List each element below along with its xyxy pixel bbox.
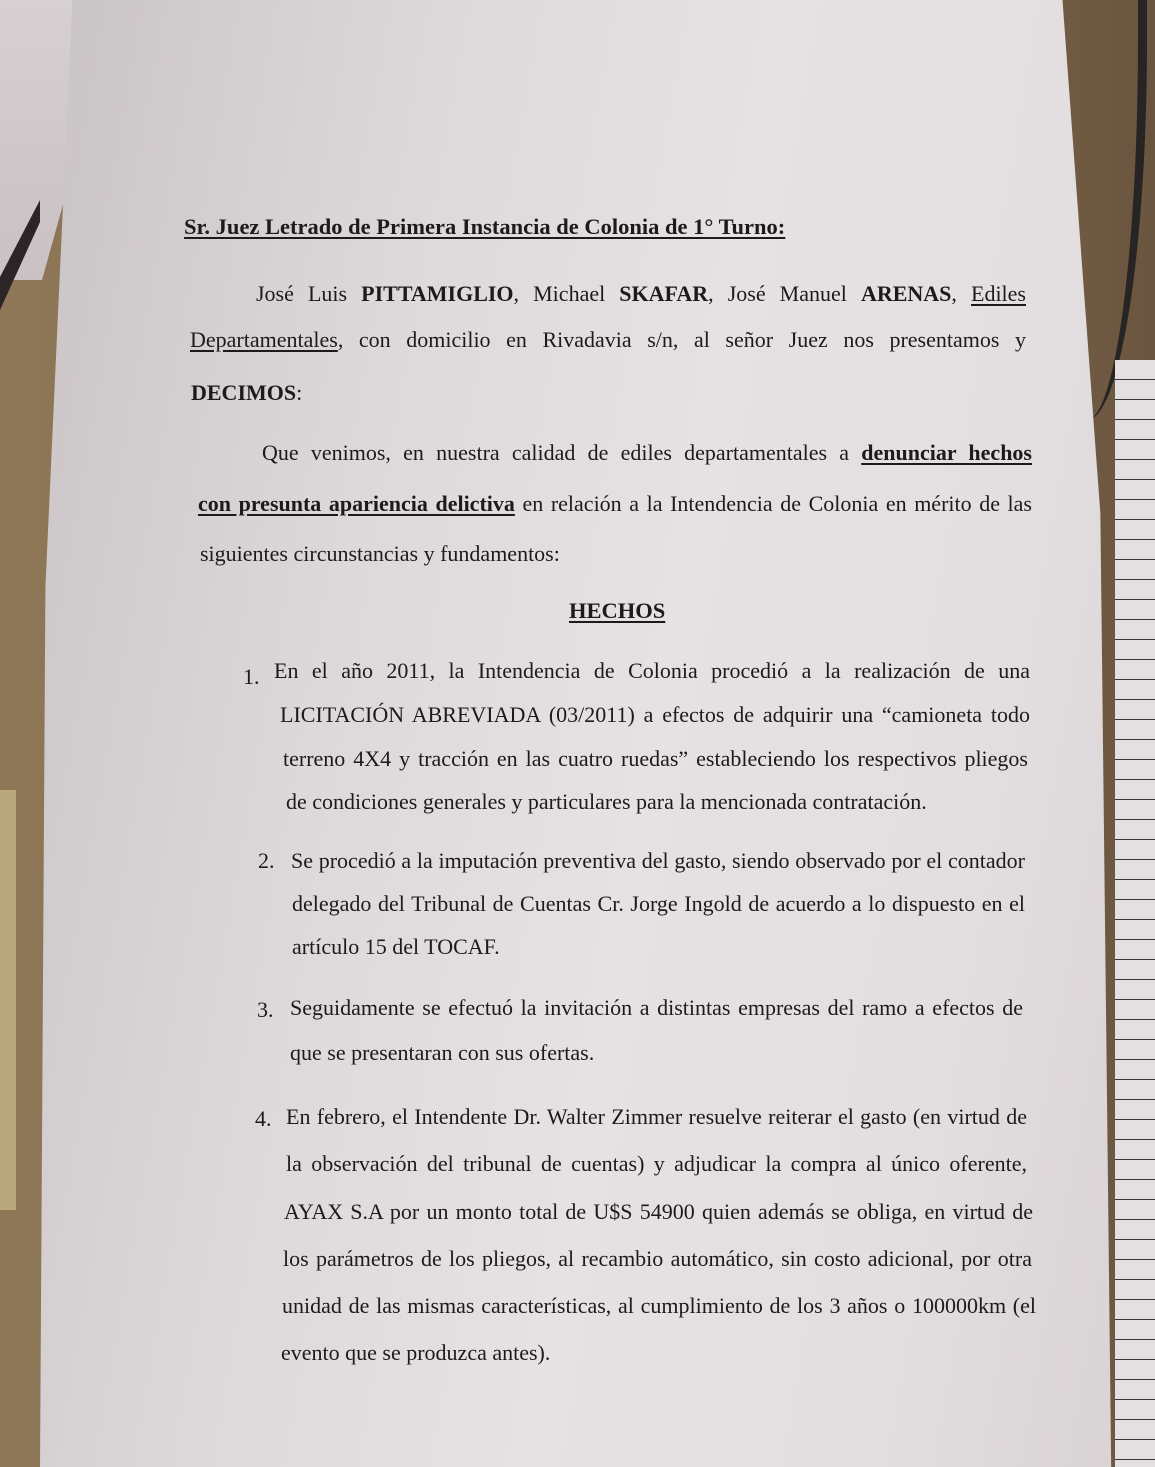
fact-line: que se presentaran con sus ofertas. [290, 1040, 595, 1065]
role-text: Ediles [971, 281, 1026, 306]
fact-line: LICITACIÓN ABREVIADA (03/2011) a efectos de adquirir una “camioneta todo [280, 702, 1030, 727]
fact-number: 4. [255, 1106, 272, 1131]
paragraph-text: en relación a la Intendencia de Colonia en mérito de las [522, 491, 1032, 516]
fact-line: En febrero, el Intendente Dr. Walter Zimmer resuelve reiterar el gasto (en virtud de [286, 1104, 1027, 1129]
decimos-label: DECIMOS [191, 380, 297, 405]
fact-line: unidad de las mismas características, al cumplimiento de los 3 años o 100000km (el [282, 1293, 1036, 1318]
paragraph-line-1 [262, 440, 1032, 466]
name-last: ARENAS [860, 281, 952, 306]
fact-line: de condiciones generales y particulares para la mencionada contratación. [286, 789, 927, 814]
fact-number: 1. [243, 664, 260, 689]
fact-line: AYAX S.A por un monto total de U$S 54900 quien además se obliga, en virtud de [284, 1199, 1033, 1224]
fact-number: 2. [258, 848, 275, 873]
name-first: José Luis [256, 281, 348, 306]
fact-line: terreno 4X4 y tracción en las cuatro ruedas” estableciendo los respectivos pliegos [283, 746, 1028, 771]
name-first: Michael [533, 281, 606, 306]
fact-line: evento que se produzca antes). [281, 1340, 551, 1365]
name-last: SKAFAR [619, 281, 709, 306]
fact-number: 3. [257, 997, 274, 1022]
addressee-heading: Sr. Juez Letrado de Primera Instancia de Colonia de 1° Turno: [184, 214, 786, 239]
name-first: José Manuel [727, 281, 847, 306]
fact-line: Seguidamente se efectuó la invitación a distintas empresas del ramo a efectos de [290, 995, 1023, 1020]
fact-line: la observación del tribunal de cuentas) y adjudicar la compra al único oferente, [286, 1151, 1027, 1176]
emphasis-text: denunciar hechos [861, 440, 1032, 465]
decimos-colon: : [296, 380, 303, 405]
intro-text: con domicilio en Rivadavia s/n, al señor Juez nos presentamos y [358, 327, 1027, 352]
fact-line: delegado del Tribunal de Cuentas Cr. Jorge Ingold de acuerdo a lo dispuesto en el [292, 891, 1025, 916]
intro-line-2: Departamentales, con domicilio en Rivadavia s/n, al señor Juez nos presentamos y [190, 327, 1027, 352]
role-text: Departamentales [190, 327, 338, 352]
section-title: HECHOS [569, 598, 666, 623]
fact-line: artículo 15 del TOCAF. [292, 934, 500, 959]
name-last: PITTAMIGLIO [361, 281, 514, 306]
intro-line-1: José Luis PITTAMIGLIO, Michael SKAFAR, José Manuel ARENAS, Ediles [256, 281, 1026, 306]
fact-line: Se procedió a la imputación preventiva del gasto, siendo observado por el contador [291, 848, 1025, 873]
emphasis-text: con presunta apariencia delictiva [198, 491, 515, 516]
paragraph-text: Que venimos, en nuestra calidad de ediles departamentales a [262, 440, 850, 465]
intro-line-3 [191, 380, 302, 406]
paragraph-line-2 [198, 491, 1032, 517]
fact-line: En el año 2011, la Intendencia de Colonia procedió a la realización de una [274, 658, 1030, 683]
paragraph-line-3: siguientes circunstancias y fundamentos: [200, 541, 560, 566]
fact-line: los parámetros de los pliegos, al recambio automático, sin costo adicional, por otra [283, 1246, 1032, 1271]
